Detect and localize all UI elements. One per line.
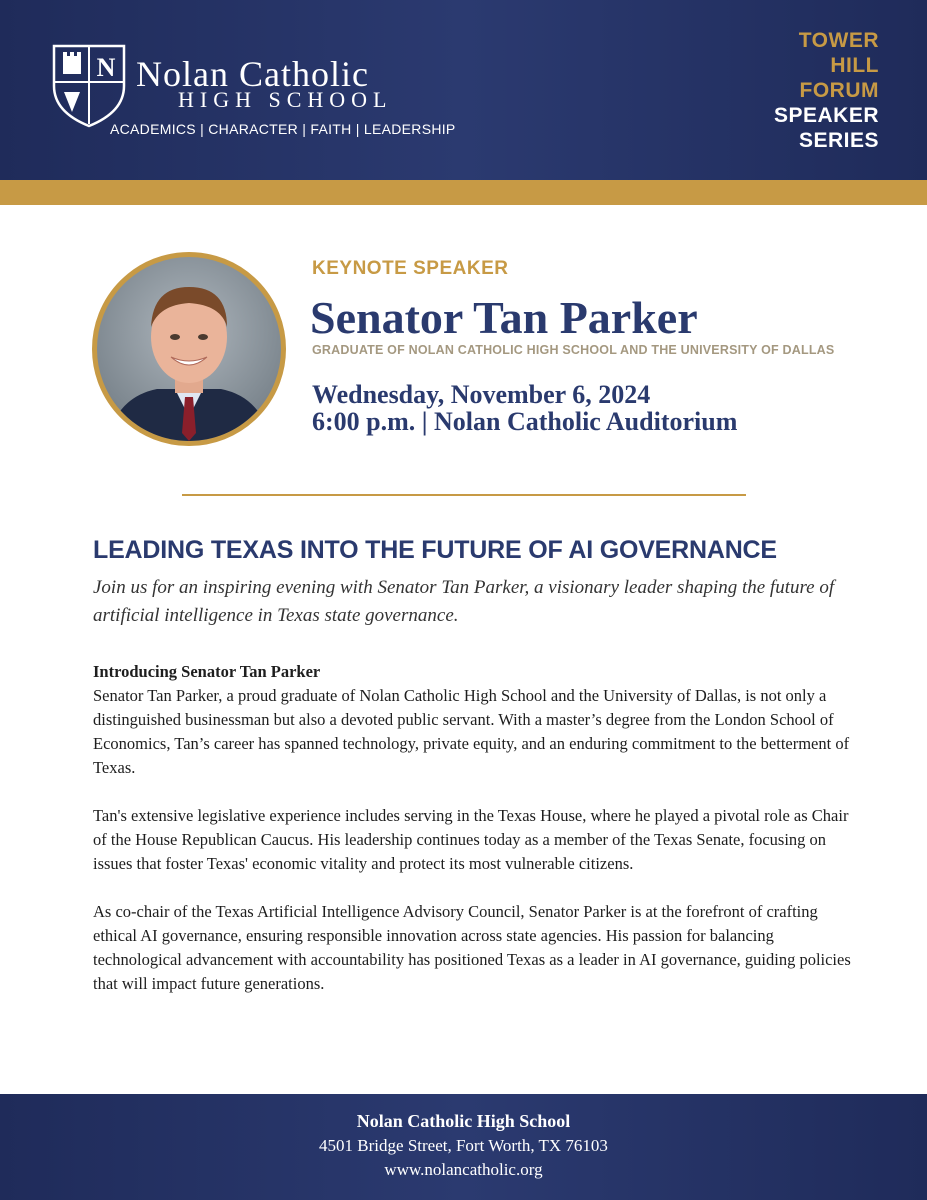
- school-subtitle: HIGH SCHOOL: [178, 87, 393, 112]
- footer-school-name: Nolan Catholic High School: [356, 1111, 571, 1131]
- body-paragraph-3: As co-chair of the Texas Artificial Intelligence Advisory Council, Senator Parker is at the forefront of crafting ethical AI governance, ensuring responsible innovation across state agencies. His passion for balancing technological advancement with accountability has positioned Texas as a leader in AI governance, guiding policies that will impact future generations.: [93, 902, 851, 993]
- crest-letter: N: [96, 53, 116, 82]
- series-word-5: SERIES: [798, 129, 879, 152]
- body-paragraph-1: Senator Tan Parker, a proud graduate of Nolan Catholic High School and the University of Dallas, is not only a distinguished businessman but also a devoted public servant. With a master’s degree from the London School of Economics, Tan’s career has spanned technology, private equity, and an enduring commitment to the betterment of Texas.: [93, 686, 850, 777]
- event-time-location: 6:00 p.m. | Nolan Catholic Auditorium: [312, 407, 738, 436]
- footer-website-link[interactable]: www.nolancatholic.org: [384, 1160, 543, 1179]
- speaker-portrait: [92, 252, 286, 446]
- speaker-name: Senator Tan Parker: [310, 292, 698, 343]
- speaker-subtitle: GRADUATE OF NOLAN CATHOLIC HIGH SCHOOL AND THE UNIVERSITY OF DALLAS: [312, 343, 835, 357]
- school-name: Nolan Catholic: [136, 54, 369, 94]
- footer: [0, 1094, 927, 1200]
- event-date: Wednesday, November 6, 2024: [312, 380, 651, 409]
- school-crest-icon: [50, 42, 128, 128]
- header-banner: [0, 0, 927, 180]
- body-paragraph-2: Tan's extensive legislative experience includes serving in the Texas House, where he played a pivotal role as Chair of the House Republican Caucus. His leadership continues today as a member of the Texas Senate, focusing on issues that foster Texas' economic vitality and protect its most vulnerable citizens.: [93, 806, 849, 873]
- series-word-3: FORUM: [799, 79, 879, 102]
- gold-band: [0, 180, 927, 205]
- portrait-illustration: [97, 257, 281, 441]
- footer-address: 4501 Bridge Street, Fort Worth, TX 76103: [319, 1136, 608, 1155]
- article-body: [93, 660, 853, 1020]
- series-word-2: HILL: [830, 54, 879, 77]
- intro-text: Join us for an inspiring evening with Senator Tan Parker, a visionary leader shaping the future of artificial intelligence in Texas state governance.: [93, 577, 835, 626]
- series-word-1: TOWER: [798, 29, 879, 52]
- school-motto: ACADEMICS | CHARACTER | FAITH | LEADERSHIP: [110, 121, 456, 137]
- section-divider: [182, 494, 746, 496]
- series-word-4: SPEAKER: [773, 104, 879, 127]
- keynote-label: KEYNOTE SPEAKER: [312, 258, 509, 279]
- body-heading: Introducing Senator Tan Parker: [93, 662, 321, 681]
- event-headline: LEADING TEXAS INTO THE FUTURE OF AI GOVERNANCE: [93, 536, 777, 564]
- speaker-series-title: [774, 28, 879, 153]
